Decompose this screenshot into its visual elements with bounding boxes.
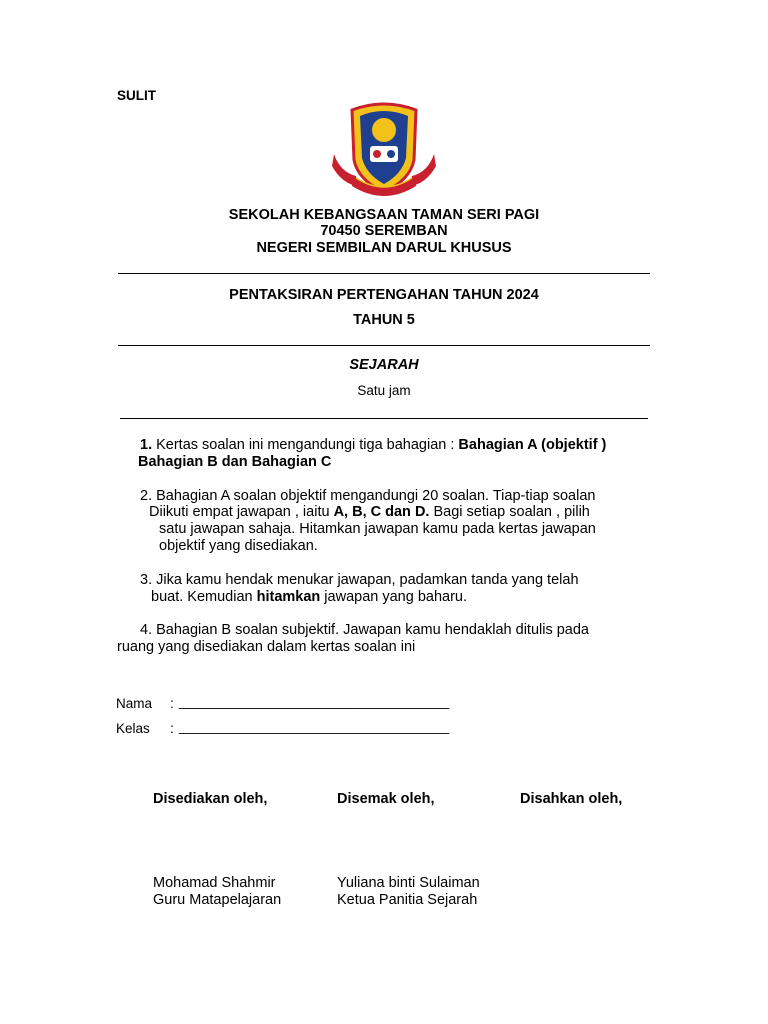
exam-subject: SEJARAH [349,357,419,373]
prepared-by-role: Guru Matapelajaran [153,892,282,908]
class-colon: : [170,721,174,736]
school-name: SEKOLAH KEBANGSAAN TAMAN SERI PAGI [228,207,540,223]
checked-by-heading: Disemak oleh, [337,791,435,807]
school-crest-icon [330,102,438,202]
exam-year-level: TAHUN 5 [353,312,415,328]
approved-by-heading: Disahkan oleh, [520,791,623,807]
instruction-2-line-4: objektif yang disediakan. [159,538,318,554]
divider [118,345,650,346]
instruction-1-continuation: Bahagian B dan Bahagian C [138,454,332,470]
instruction-2-options: A, B, C dan D. [333,504,430,520]
name-field[interactable]: ____________________________________ [179,694,450,709]
name-colon: : [170,696,174,711]
instruction-2-line-3: satu jawapan sahaja. Hitamkan jawapan kamu pada kertas jawapan [159,521,596,537]
instruction-1-number: 1. [140,437,153,453]
instruction-3-line-1: 3. Jika kamu hendak menukar jawapan, padamkan tanda yang telah [140,572,579,588]
instruction-1-text: Kertas soalan ini mengandungi tiga bahagian : [152,437,459,453]
classification-label: SULIT [117,88,156,103]
instruction-2-text: Diikuti empat jawapan , iaitu [149,504,334,520]
instruction-4-line-2: ruang yang disediakan dalam kertas soalan ini [117,639,416,655]
instruction-3-text: buat. Kemudian [151,589,257,605]
instruction-3-bold: hitamkan [256,589,321,605]
class-label: Kelas [116,721,150,736]
checked-by-name: Yuliana binti Sulaiman [337,875,480,891]
prepared-by-name: Mohamad Shahmir [153,875,276,891]
school-state: NEGERI SEMBILAN DARUL KHUSUS [256,240,512,256]
instruction-2-text-tail: Bagi setiap soalan , pilih [429,504,590,520]
divider [120,418,648,419]
exam-duration: Satu jam [357,383,411,398]
instruction-1-bold: Bahagian A (objektif ) [458,437,607,453]
name-label: Nama [116,696,153,711]
checked-by-role: Ketua Panitia Sejarah [337,892,478,908]
instruction-4-line-1: 4. Bahagian B soalan subjektif. Jawapan kamu hendaklah ditulis pada [140,622,589,638]
class-field[interactable]: ____________________________________ [179,719,450,734]
instruction-2-line-1: 2. Bahagian A soalan objektif mengandungi 20 soalan. Tiap-tiap soalan [140,488,596,504]
instruction-3-line-2 [151,589,467,606]
divider [118,273,650,274]
instruction-1 [140,437,660,454]
exam-title: PENTAKSIRAN PERTENGAHAN TAHUN 2024 [229,287,539,303]
school-postcode-city: 70450 SEREMBAN [320,223,448,239]
instruction-2-line-2 [149,504,590,521]
prepared-by-heading: Disediakan oleh, [153,791,268,807]
instruction-3-text-tail: jawapan yang baharu. [320,589,468,605]
